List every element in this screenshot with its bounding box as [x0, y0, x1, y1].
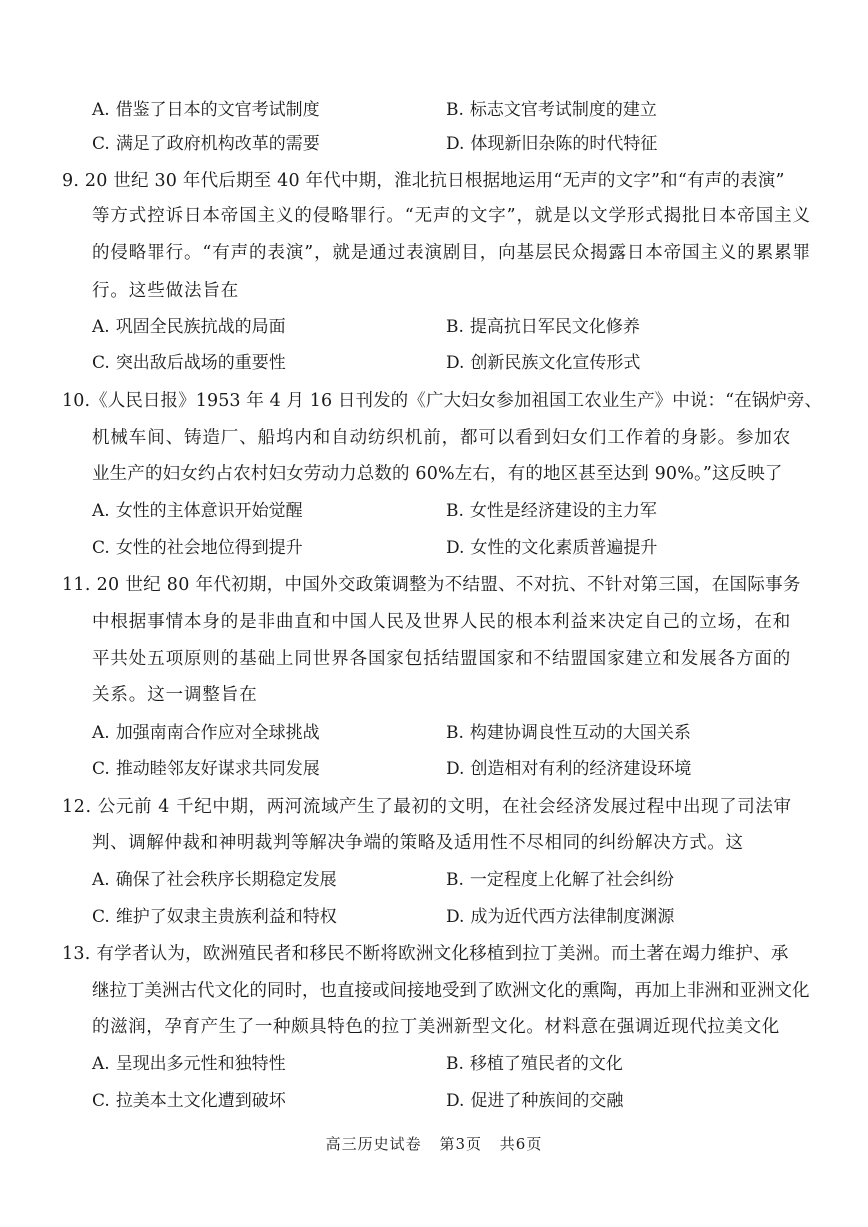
- footer-title: 高三历史试卷: [325, 1135, 422, 1153]
- option-c: C. 拉美本土文化遭到破坏: [92, 1091, 286, 1111]
- question-stem-line: 10.《人民日报》1953 年 4 月 16 日刊发的《广大妇女参加祖国工农业生产》中说：“在锅炉旁、: [62, 391, 823, 411]
- question-stem-line: 13. 有学者认为，欧洲殖民者和移民不断将欧洲文化移植到拉丁美洲。而土著在竭力维护、承: [62, 944, 789, 964]
- option-d: D. 女性的文化素质普遍提升: [446, 538, 658, 558]
- option-c: C. 推动睦邻友好谋求共同发展: [92, 759, 320, 779]
- question-stem-line: 的滋润，孕育产生了一种颇具特色的拉丁美洲新型文化。材料意在强调近现代拉美文化: [92, 1017, 780, 1037]
- question-stem-line: 中根据事情本身的是非曲直和中国人民及世界人民的根本利益来决定自己的立场，在和: [92, 612, 792, 632]
- option-d: D. 体现新旧杂陈的时代特征: [446, 134, 658, 154]
- question-stem-line: 11. 20 世纪 80 年代初期，中国外交政策调整为不结盟、不对抗、不针对第三国，在国际事务: [62, 575, 801, 595]
- option-a: A. 巩固全民族抗战的局面: [92, 317, 286, 337]
- question-stem-line: 业生产的妇女约占农村妇女劳动力总数的 60%左右，有的地区甚至达到 90%。”这反映了: [92, 464, 783, 484]
- question-stem-line: 关系。这一调整旨在: [92, 685, 258, 705]
- question-stem-line: 继拉丁美洲古代文化的同时，也直接或间接地受到了欧洲文化的熏陶，再加上非洲和亚洲文化: [92, 981, 810, 1001]
- option-c: C. 满足了政府机构改革的需要: [92, 134, 320, 154]
- question-stem-line: 的侵略罪行。“有声的表演”，就是通过表演剧目，向基层民众揭露日本帝国主义的累累罪: [92, 243, 811, 263]
- option-b: B. 移植了殖民者的文化: [446, 1054, 623, 1074]
- option-b: B. 构建协调良性互动的大国关系: [446, 723, 691, 743]
- option-b: B. 女性是经济建设的主力军: [446, 501, 657, 521]
- question-stem-line: 平共处五项原则的基础上同世界各国家包括结盟国家和不结盟国家建立和发展各方面的: [92, 649, 792, 669]
- option-a: A. 确保了社会秩序长期稳定发展: [92, 870, 337, 890]
- question-stem-line: 机械车间、铸造厂、船坞内和自动纺织机前，都可以看到妇女们工作着的身影。参加农: [92, 428, 792, 448]
- option-c: C. 维护了奴隶主贵族利益和特权: [92, 907, 337, 927]
- question-stem-line: 9. 20 世纪 30 年代后期至 40 年代中期，淮北抗日根据地运用“无声的文字”和“有声的表演”: [62, 171, 785, 191]
- option-b: B. 标志文官考试制度的建立: [446, 100, 657, 120]
- option-b: B. 提高抗日军民文化修养: [446, 317, 640, 337]
- footer-page-number: 第3页: [439, 1135, 482, 1153]
- option-d: D. 促进了种族间的交融: [446, 1091, 624, 1111]
- question-stem-line: 等方式控诉日本帝国主义的侵略罪行。“无声的文字”，就是以文学形式揭批日本帝国主义: [92, 206, 811, 226]
- question-stem-line: 12. 公元前 4 千纪中期，两河流域产生了最初的文明，在社会经济发展过程中出现了司法审: [62, 797, 792, 817]
- footer-total-pages: 共6页: [499, 1135, 543, 1153]
- option-d: D. 创造相对有利的经济建设环境: [446, 759, 692, 779]
- page-footer: [0, 1134, 868, 1154]
- option-a: A. 加强南南合作应对全球挑战: [92, 723, 320, 743]
- option-a: A. 借鉴了日本的文官考试制度: [92, 100, 320, 120]
- option-a: A. 女性的主体意识开始觉醒: [92, 501, 303, 521]
- option-c: C. 女性的社会地位得到提升: [92, 538, 303, 558]
- option-d: D. 成为近代西方法律制度渊源: [446, 907, 675, 927]
- option-c: C. 突出敌后战场的重要性: [92, 353, 286, 373]
- question-stem-line: 行。这些做法旨在: [92, 281, 240, 301]
- option-b: B. 一定程度上化解了社会纠纷: [446, 870, 674, 890]
- question-stem-line: 判、调解仲裁和神明裁判等解决争端的策略及适用性不尽相同的纠纷解决方式。这: [92, 833, 744, 853]
- option-a: A. 呈现出多元性和独特性: [92, 1054, 286, 1074]
- option-d: D. 创新民族文化宣传形式: [446, 353, 641, 373]
